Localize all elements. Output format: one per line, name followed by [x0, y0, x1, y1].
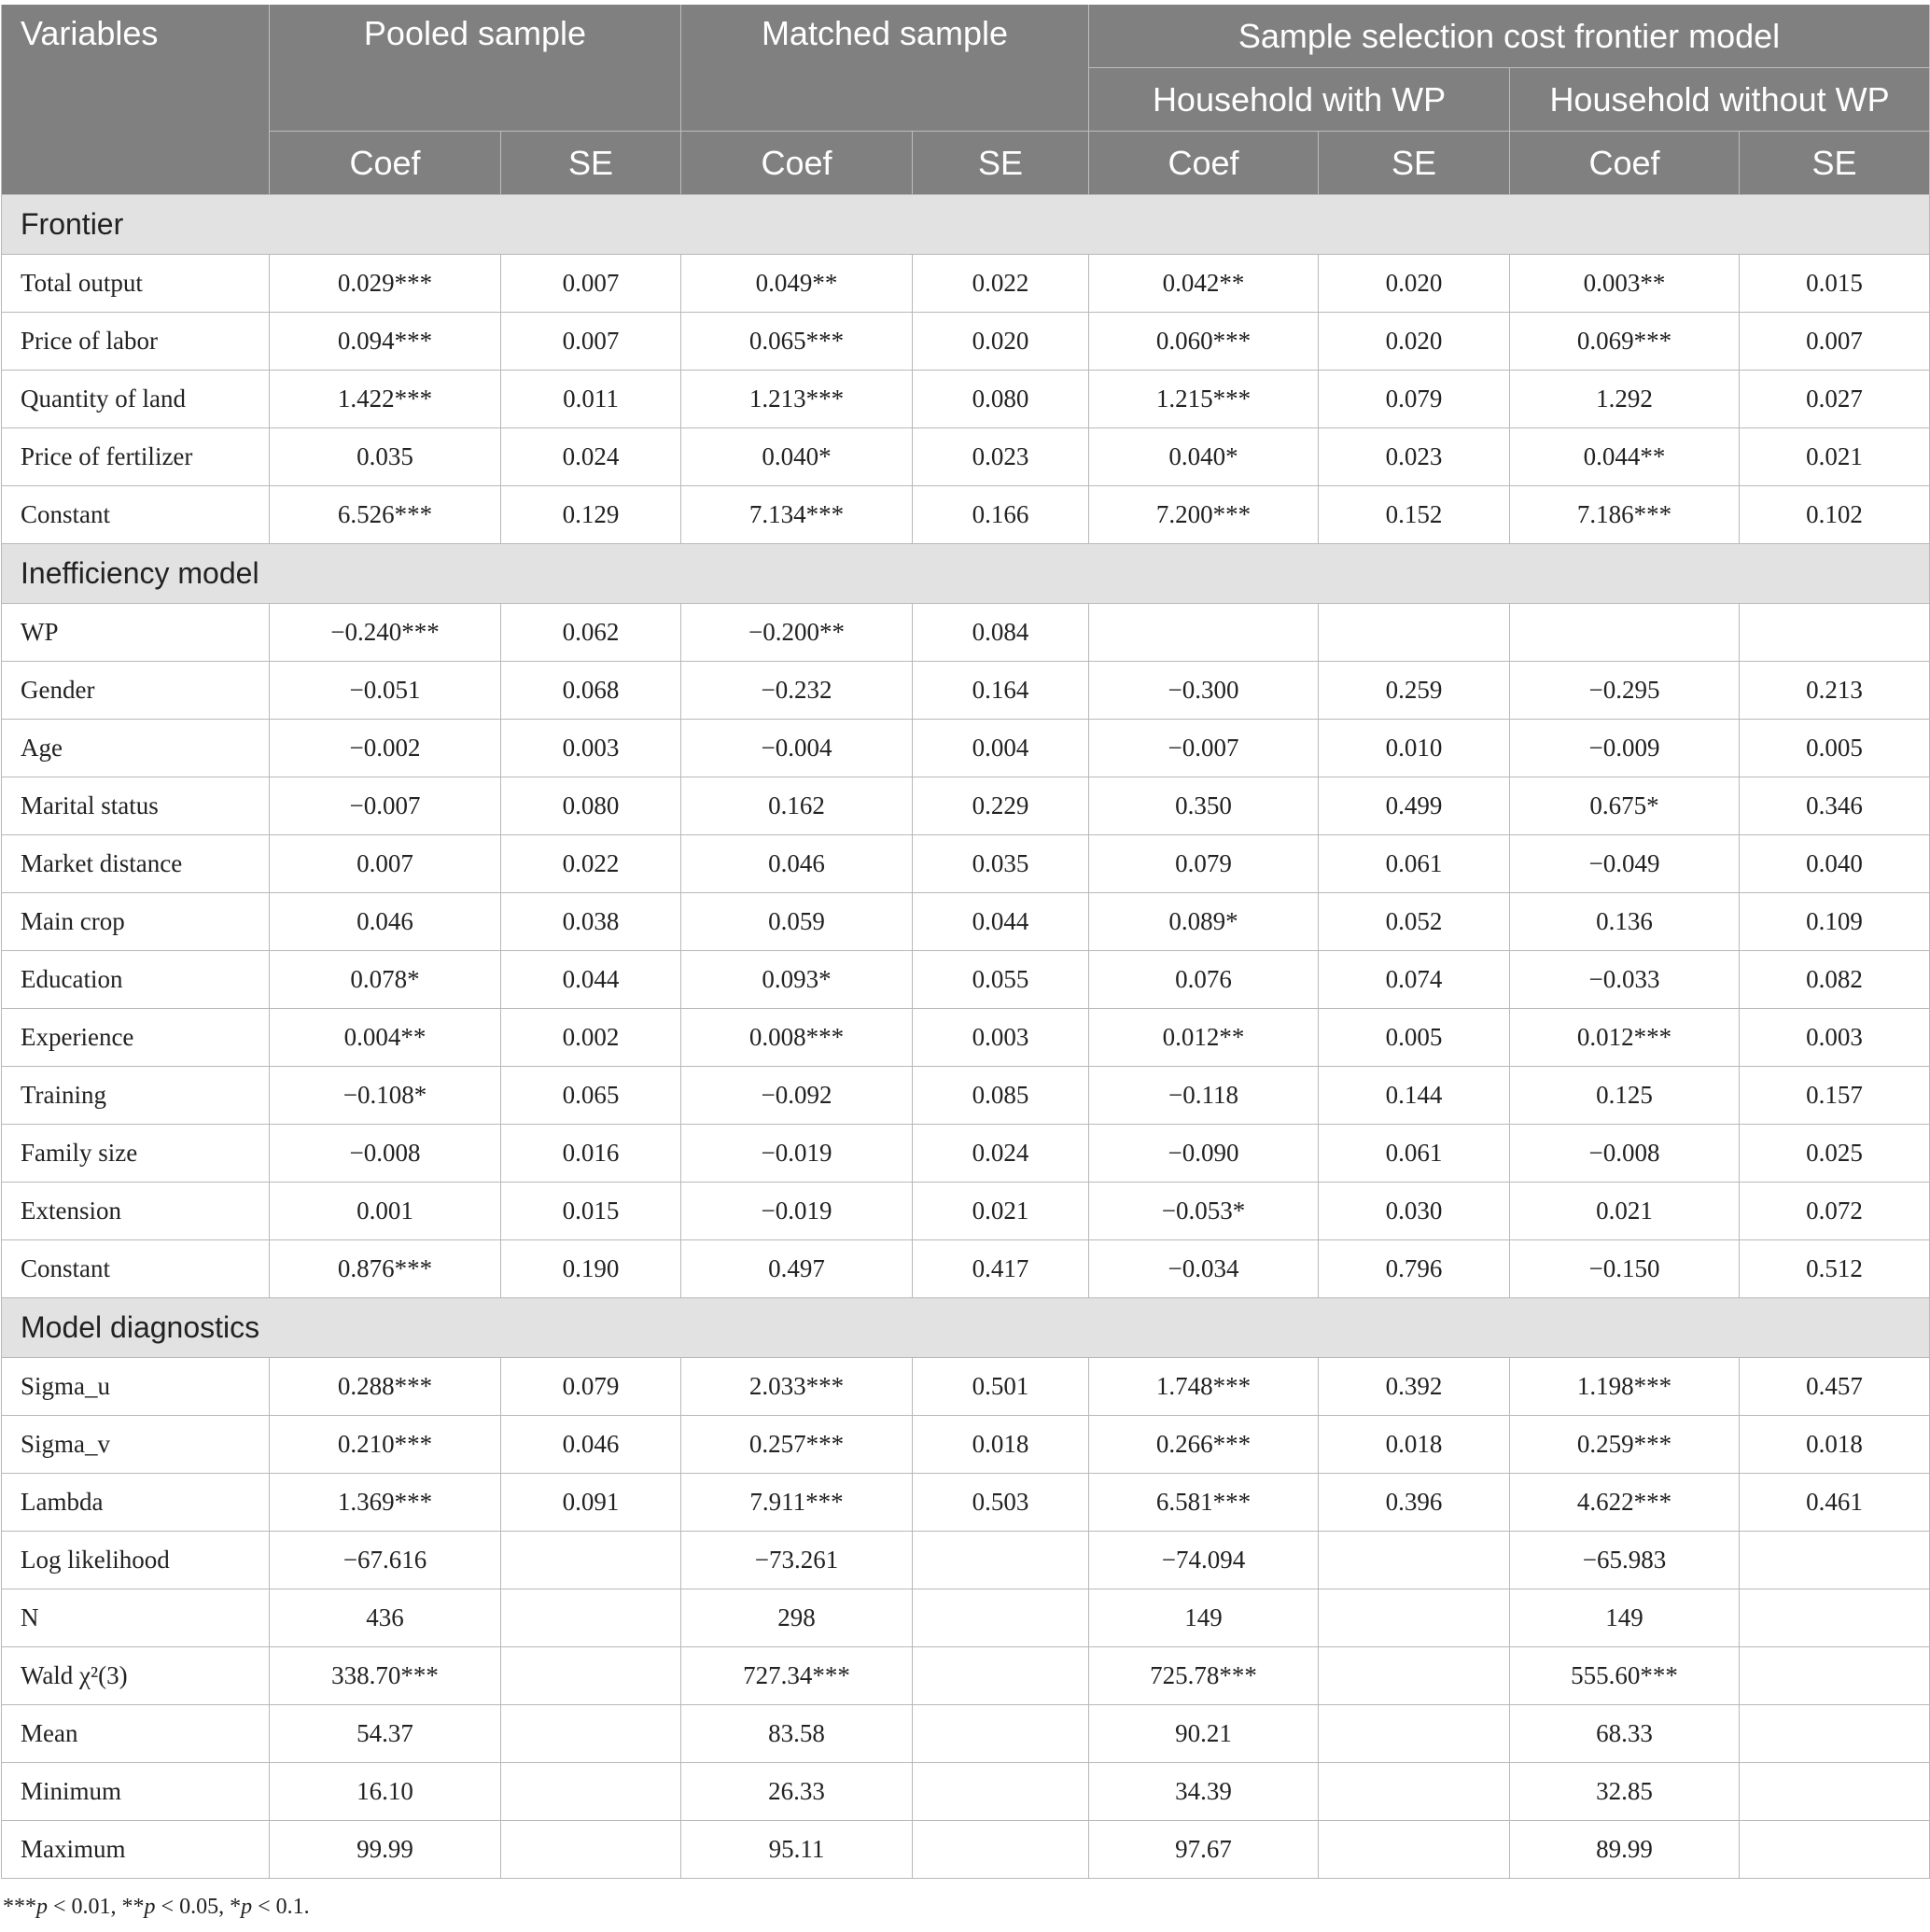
table-row — [2, 1821, 1930, 1879]
variable-name: Constant — [2, 486, 270, 544]
coef-cell: 0.046 — [681, 835, 913, 893]
section-row — [2, 1298, 1930, 1358]
se-cell: 0.079 — [1319, 371, 1510, 428]
se-cell — [1319, 1763, 1510, 1821]
se-cell: 0.190 — [501, 1240, 681, 1298]
coef-cell: 0.876*** — [270, 1240, 501, 1298]
table-header — [2, 5, 1930, 195]
coef-cell: −0.200** — [681, 604, 913, 662]
coef-cell: 0.059 — [681, 893, 913, 951]
se-cell: 0.018 — [913, 1416, 1089, 1474]
table-row — [2, 1474, 1930, 1532]
coef-cell: 4.622*** — [1510, 1474, 1740, 1532]
se-cell: 0.021 — [1740, 428, 1930, 486]
coef-cell: −0.034 — [1089, 1240, 1319, 1298]
se-cell — [1740, 1647, 1930, 1705]
coef-cell: 0.266*** — [1089, 1416, 1319, 1474]
coef-cell: −0.007 — [270, 777, 501, 835]
variable-name: Sigma_u — [2, 1358, 270, 1416]
footnote-text: < 0.1. — [252, 1895, 310, 1919]
coef-cell: −0.004 — [681, 720, 913, 777]
section-title: Inefficiency model — [2, 544, 1930, 604]
coef-cell: 149 — [1089, 1589, 1319, 1647]
se-cell: 0.152 — [1319, 486, 1510, 544]
se-cell: 0.062 — [501, 604, 681, 662]
coef-cell: −0.118 — [1089, 1067, 1319, 1125]
se-cell: 0.091 — [501, 1474, 681, 1532]
coef-cell: 149 — [1510, 1589, 1740, 1647]
se-cell: 0.007 — [501, 313, 681, 371]
se-cell — [1740, 1821, 1930, 1879]
se-cell: 0.213 — [1740, 662, 1930, 720]
se-cell: 0.022 — [501, 835, 681, 893]
header-se: SE — [1319, 132, 1510, 195]
se-cell: 0.005 — [1740, 720, 1930, 777]
header-coef: Coef — [1089, 132, 1319, 195]
coef-cell: 0.040* — [1089, 428, 1319, 486]
coef-cell: 1.215*** — [1089, 371, 1319, 428]
coef-cell: 90.21 — [1089, 1705, 1319, 1763]
section-title: Frontier — [2, 195, 1930, 255]
se-cell: 0.109 — [1740, 893, 1930, 951]
se-cell: 0.065 — [501, 1067, 681, 1125]
se-cell: 0.020 — [913, 313, 1089, 371]
se-cell: 0.166 — [913, 486, 1089, 544]
table-row — [2, 313, 1930, 371]
se-cell: 0.501 — [913, 1358, 1089, 1416]
table-row — [2, 1532, 1930, 1589]
coef-cell: 0.008*** — [681, 1009, 913, 1067]
coef-cell: −0.049 — [1510, 835, 1740, 893]
se-cell: 0.030 — [1319, 1183, 1510, 1240]
coef-cell: 0.012*** — [1510, 1009, 1740, 1067]
coef-cell: 1.292 — [1510, 371, 1740, 428]
se-cell: 0.027 — [1740, 371, 1930, 428]
table-row — [2, 720, 1930, 777]
se-cell — [1319, 1589, 1510, 1647]
se-cell — [913, 1589, 1089, 1647]
variable-name: Constant — [2, 1240, 270, 1298]
coef-cell: −0.295 — [1510, 662, 1740, 720]
results-table — [1, 5, 1930, 1879]
coef-cell: −74.094 — [1089, 1532, 1319, 1589]
coef-cell: −0.051 — [270, 662, 501, 720]
se-cell: 0.499 — [1319, 777, 1510, 835]
header-pooled-sample: Pooled sample — [270, 5, 681, 132]
coef-cell: 0.001 — [270, 1183, 501, 1240]
coef-cell: 0.497 — [681, 1240, 913, 1298]
variable-name: Mean — [2, 1705, 270, 1763]
se-cell: 0.038 — [501, 893, 681, 951]
coef-cell: 99.99 — [270, 1821, 501, 1879]
table-row — [2, 1705, 1930, 1763]
coef-cell: 16.10 — [270, 1763, 501, 1821]
se-cell — [913, 1705, 1089, 1763]
se-cell: 0.229 — [913, 777, 1089, 835]
table-row — [2, 255, 1930, 313]
footnote-text: < 0.01, ** — [48, 1895, 145, 1919]
variable-name: Experience — [2, 1009, 270, 1067]
coef-cell: 0.076 — [1089, 951, 1319, 1009]
se-cell: 0.102 — [1740, 486, 1930, 544]
footnote-p: p — [144, 1895, 156, 1919]
coef-cell — [1510, 604, 1740, 662]
coef-cell: −0.033 — [1510, 951, 1740, 1009]
coef-cell: 0.257*** — [681, 1416, 913, 1474]
se-cell: 0.796 — [1319, 1240, 1510, 1298]
header-coef: Coef — [270, 132, 501, 195]
variable-name: Lambda — [2, 1474, 270, 1532]
table-row — [2, 604, 1930, 662]
header-matched-sample: Matched sample — [681, 5, 1089, 132]
variable-name: WP — [2, 604, 270, 662]
se-cell: 0.020 — [1319, 255, 1510, 313]
header-se: SE — [1740, 132, 1930, 195]
coef-cell: 555.60*** — [1510, 1647, 1740, 1705]
table-row — [2, 835, 1930, 893]
variable-name: Family size — [2, 1125, 270, 1183]
table-row — [2, 1183, 1930, 1240]
variable-name: Maximum — [2, 1821, 270, 1879]
coef-cell: −0.008 — [1510, 1125, 1740, 1183]
coef-cell: 0.035 — [270, 428, 501, 486]
se-cell: 0.015 — [501, 1183, 681, 1240]
coef-cell: 0.012** — [1089, 1009, 1319, 1067]
table-row — [2, 662, 1930, 720]
se-cell: 0.052 — [1319, 893, 1510, 951]
coef-cell: 727.34*** — [681, 1647, 913, 1705]
coef-cell: 0.044** — [1510, 428, 1740, 486]
coef-cell — [1089, 604, 1319, 662]
coef-cell: 0.089* — [1089, 893, 1319, 951]
se-cell — [1319, 604, 1510, 662]
se-cell — [1319, 1821, 1510, 1879]
table-row — [2, 1125, 1930, 1183]
se-cell: 0.015 — [1740, 255, 1930, 313]
coef-cell: −0.002 — [270, 720, 501, 777]
coef-cell: 0.029*** — [270, 255, 501, 313]
coef-cell: 0.350 — [1089, 777, 1319, 835]
se-cell: 0.061 — [1319, 1125, 1510, 1183]
variable-name: Price of fertilizer — [2, 428, 270, 486]
coef-cell: 0.078* — [270, 951, 501, 1009]
coef-cell: 34.39 — [1089, 1763, 1319, 1821]
se-cell — [1740, 1705, 1930, 1763]
se-cell: 0.002 — [501, 1009, 681, 1067]
se-cell — [1740, 604, 1930, 662]
coef-cell: 0.210*** — [270, 1416, 501, 1474]
se-cell: 0.085 — [913, 1067, 1089, 1125]
se-cell: 0.040 — [1740, 835, 1930, 893]
se-cell — [913, 1821, 1089, 1879]
se-cell: 0.003 — [1740, 1009, 1930, 1067]
table-row — [2, 893, 1930, 951]
se-cell: 0.082 — [1740, 951, 1930, 1009]
table-row — [2, 1763, 1930, 1821]
coef-cell: 7.186*** — [1510, 486, 1740, 544]
se-cell — [501, 1763, 681, 1821]
se-cell: 0.022 — [913, 255, 1089, 313]
coef-cell: 7.200*** — [1089, 486, 1319, 544]
se-cell: 0.396 — [1319, 1474, 1510, 1532]
coef-cell: 725.78*** — [1089, 1647, 1319, 1705]
coef-cell: 1.422*** — [270, 371, 501, 428]
se-cell: 0.007 — [1740, 313, 1930, 371]
table-row — [2, 1416, 1930, 1474]
se-cell — [501, 1532, 681, 1589]
footnote-stars: *** — [3, 1895, 36, 1919]
se-cell: 0.164 — [913, 662, 1089, 720]
coef-cell: −0.240*** — [270, 604, 501, 662]
coef-cell: 0.162 — [681, 777, 913, 835]
coef-cell: 1.369*** — [270, 1474, 501, 1532]
coef-cell: 436 — [270, 1589, 501, 1647]
coef-cell: 0.021 — [1510, 1183, 1740, 1240]
coef-cell: 338.70*** — [270, 1647, 501, 1705]
header-se: SE — [913, 132, 1089, 195]
variable-name: Log likelihood — [2, 1532, 270, 1589]
table-footnote — [3, 1895, 310, 1920]
coef-cell: 0.259*** — [1510, 1416, 1740, 1474]
coef-cell: 89.99 — [1510, 1821, 1740, 1879]
coef-cell: 1.213*** — [681, 371, 913, 428]
table-row — [2, 428, 1930, 486]
se-cell: 0.157 — [1740, 1067, 1930, 1125]
table-row — [2, 1067, 1930, 1125]
coef-cell: 68.33 — [1510, 1705, 1740, 1763]
se-cell — [1740, 1763, 1930, 1821]
se-cell — [1319, 1532, 1510, 1589]
coef-cell: 0.004** — [270, 1009, 501, 1067]
se-cell: 0.392 — [1319, 1358, 1510, 1416]
se-cell — [1740, 1532, 1930, 1589]
se-cell: 0.005 — [1319, 1009, 1510, 1067]
coef-cell: 0.675* — [1510, 777, 1740, 835]
se-cell — [913, 1647, 1089, 1705]
coef-cell: −0.019 — [681, 1125, 913, 1183]
table-row — [2, 1647, 1930, 1705]
table-row — [2, 1240, 1930, 1298]
coef-cell: −73.261 — [681, 1532, 913, 1589]
coef-cell: −0.009 — [1510, 720, 1740, 777]
coef-cell: 2.033*** — [681, 1358, 913, 1416]
coef-cell: −0.232 — [681, 662, 913, 720]
se-cell — [501, 1647, 681, 1705]
variable-name: Quantity of land — [2, 371, 270, 428]
header-sample-selection-model: Sample selection cost frontier model — [1089, 5, 1930, 68]
se-cell — [1319, 1647, 1510, 1705]
variable-name: Sigma_v — [2, 1416, 270, 1474]
se-cell: 0.457 — [1740, 1358, 1930, 1416]
header-row-3 — [2, 132, 1930, 195]
variable-name: Marital status — [2, 777, 270, 835]
se-cell: 0.023 — [913, 428, 1089, 486]
header-row-1 — [2, 5, 1930, 68]
se-cell: 0.024 — [501, 428, 681, 486]
se-cell — [1319, 1705, 1510, 1763]
section-title: Model diagnostics — [2, 1298, 1930, 1358]
coef-cell: 97.67 — [1089, 1821, 1319, 1879]
coef-cell: 0.007 — [270, 835, 501, 893]
se-cell: 0.084 — [913, 604, 1089, 662]
coef-cell: 32.85 — [1510, 1763, 1740, 1821]
coef-cell: 54.37 — [270, 1705, 501, 1763]
coef-cell: 0.125 — [1510, 1067, 1740, 1125]
table-row — [2, 1589, 1930, 1647]
coef-cell: 0.042** — [1089, 255, 1319, 313]
se-cell — [501, 1821, 681, 1879]
coef-cell: 0.288*** — [270, 1358, 501, 1416]
se-cell — [501, 1589, 681, 1647]
se-cell: 0.129 — [501, 486, 681, 544]
variable-name: Price of labor — [2, 313, 270, 371]
se-cell: 0.055 — [913, 951, 1089, 1009]
se-cell: 0.461 — [1740, 1474, 1930, 1532]
variable-name: Total output — [2, 255, 270, 313]
table-row — [2, 371, 1930, 428]
coef-cell: 298 — [681, 1589, 913, 1647]
variable-name: Main crop — [2, 893, 270, 951]
coef-cell: 0.060*** — [1089, 313, 1319, 371]
se-cell: 0.144 — [1319, 1067, 1510, 1125]
variable-name: Education — [2, 951, 270, 1009]
coef-cell: −0.300 — [1089, 662, 1319, 720]
se-cell: 0.003 — [501, 720, 681, 777]
se-cell: 0.259 — [1319, 662, 1510, 720]
se-cell: 0.512 — [1740, 1240, 1930, 1298]
coef-cell: 1.748*** — [1089, 1358, 1319, 1416]
header-variables: Variables — [2, 5, 270, 195]
coef-cell: −0.007 — [1089, 720, 1319, 777]
coef-cell: −67.616 — [270, 1532, 501, 1589]
header-coef: Coef — [681, 132, 913, 195]
se-cell: 0.020 — [1319, 313, 1510, 371]
coef-cell: 0.065*** — [681, 313, 913, 371]
coef-cell: 26.33 — [681, 1763, 913, 1821]
se-cell: 0.018 — [1740, 1416, 1930, 1474]
coef-cell: 7.134*** — [681, 486, 913, 544]
variable-name: Age — [2, 720, 270, 777]
header-se: SE — [501, 132, 681, 195]
coef-cell: 1.198*** — [1510, 1358, 1740, 1416]
se-cell: 0.010 — [1319, 720, 1510, 777]
se-cell: 0.011 — [501, 371, 681, 428]
coef-cell: 6.526*** — [270, 486, 501, 544]
se-cell: 0.417 — [913, 1240, 1089, 1298]
se-cell: 0.021 — [913, 1183, 1089, 1240]
se-cell: 0.080 — [501, 777, 681, 835]
coef-cell: 0.094*** — [270, 313, 501, 371]
variable-name: Gender — [2, 662, 270, 720]
se-cell: 0.025 — [1740, 1125, 1930, 1183]
section-row — [2, 544, 1930, 604]
table-row — [2, 1009, 1930, 1067]
header-household-with-wp: Household with WP — [1089, 68, 1510, 132]
variable-name: Minimum — [2, 1763, 270, 1821]
se-cell: 0.035 — [913, 835, 1089, 893]
variable-name: Market distance — [2, 835, 270, 893]
coef-cell: −65.983 — [1510, 1532, 1740, 1589]
coef-cell: −0.008 — [270, 1125, 501, 1183]
se-cell: 0.044 — [501, 951, 681, 1009]
se-cell: 0.016 — [501, 1125, 681, 1183]
header-coef: Coef — [1510, 132, 1740, 195]
variable-name: Extension — [2, 1183, 270, 1240]
header-household-without-wp: Household without WP — [1510, 68, 1930, 132]
coef-cell: −0.019 — [681, 1183, 913, 1240]
coef-cell: 0.049** — [681, 255, 913, 313]
coef-cell: 0.093* — [681, 951, 913, 1009]
table-row — [2, 1358, 1930, 1416]
table-body — [2, 195, 1930, 1879]
coef-cell: 83.58 — [681, 1705, 913, 1763]
coef-cell: 0.069*** — [1510, 313, 1740, 371]
se-cell — [501, 1705, 681, 1763]
se-cell: 0.061 — [1319, 835, 1510, 893]
se-cell — [913, 1763, 1089, 1821]
table-row — [2, 951, 1930, 1009]
se-cell: 0.003 — [913, 1009, 1089, 1067]
se-cell: 0.080 — [913, 371, 1089, 428]
table-row — [2, 486, 1930, 544]
se-cell: 0.068 — [501, 662, 681, 720]
coef-cell: −0.108* — [270, 1067, 501, 1125]
coef-cell: −0.092 — [681, 1067, 913, 1125]
coef-cell: 0.046 — [270, 893, 501, 951]
coef-cell: −0.090 — [1089, 1125, 1319, 1183]
se-cell — [1740, 1589, 1930, 1647]
table-row — [2, 777, 1930, 835]
variable-name: Wald χ²(3) — [2, 1647, 270, 1705]
footnote-text: < 0.05, * — [155, 1895, 242, 1919]
se-cell: 0.044 — [913, 893, 1089, 951]
coef-cell: 0.040* — [681, 428, 913, 486]
coef-cell: −0.053* — [1089, 1183, 1319, 1240]
se-cell: 0.004 — [913, 720, 1089, 777]
variable-name: Training — [2, 1067, 270, 1125]
se-cell — [913, 1532, 1089, 1589]
se-cell: 0.079 — [501, 1358, 681, 1416]
coef-cell: 95.11 — [681, 1821, 913, 1879]
variable-name: N — [2, 1589, 270, 1647]
se-cell: 0.503 — [913, 1474, 1089, 1532]
coef-cell: 0.003** — [1510, 255, 1740, 313]
footnote-p: p — [241, 1895, 253, 1919]
coef-cell: −0.150 — [1510, 1240, 1740, 1298]
coef-cell: 0.079 — [1089, 835, 1319, 893]
coef-cell: 0.136 — [1510, 893, 1740, 951]
coef-cell: 7.911*** — [681, 1474, 913, 1532]
se-cell: 0.024 — [913, 1125, 1089, 1183]
se-cell: 0.018 — [1319, 1416, 1510, 1474]
footnote-p: p — [36, 1895, 48, 1919]
section-row — [2, 195, 1930, 255]
se-cell: 0.346 — [1740, 777, 1930, 835]
se-cell: 0.074 — [1319, 951, 1510, 1009]
se-cell: 0.072 — [1740, 1183, 1930, 1240]
se-cell: 0.007 — [501, 255, 681, 313]
se-cell: 0.023 — [1319, 428, 1510, 486]
se-cell: 0.046 — [501, 1416, 681, 1474]
coef-cell: 6.581*** — [1089, 1474, 1319, 1532]
